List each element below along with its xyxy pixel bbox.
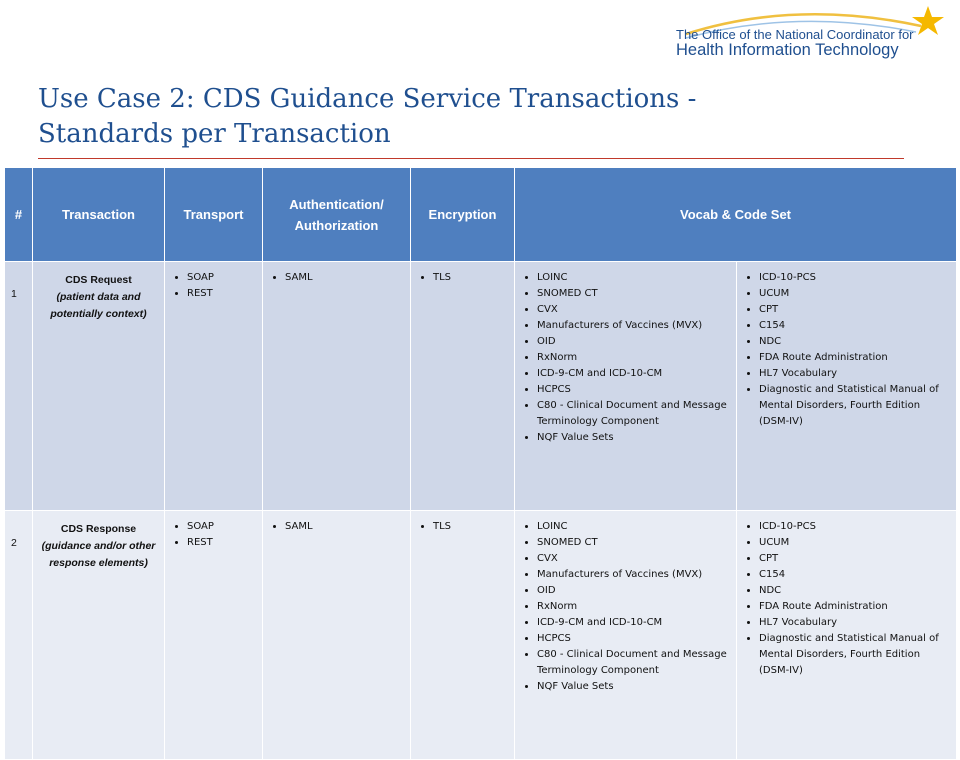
auth-cell — [263, 511, 411, 760]
list-item: • NQF Value Sets — [537, 430, 732, 446]
list-item: • C154 — [759, 567, 952, 583]
list-item: • Diagnostic and Statistical Manual of Mental Disorders, Fourth Edition (DSM-IV) — [759, 631, 952, 679]
table-row — [5, 511, 957, 760]
onc-logo — [676, 4, 946, 70]
list-item: • TLS — [433, 519, 510, 535]
list-item: • CPT — [759, 302, 952, 318]
list-item: • NQF Value Sets — [537, 679, 732, 695]
list-item: • REST — [187, 535, 258, 551]
title-line1: Use Case 2: CDS Guidance Service Transactions - — [38, 84, 697, 114]
list-item: • SOAP — [187, 270, 258, 286]
title-divider — [38, 158, 904, 159]
row-number: 2 — [5, 511, 33, 760]
bullet-list — [415, 270, 510, 286]
list-item: • TLS — [433, 270, 510, 286]
list-item: • HL7 Vocabulary — [759, 615, 952, 631]
bullet-list — [169, 519, 258, 551]
bullet-list — [519, 519, 732, 695]
logo-text — [676, 28, 914, 59]
bullet-list — [267, 519, 406, 535]
header-transaction: Transaction — [33, 168, 165, 262]
transaction-name: CDS Request — [65, 274, 132, 286]
vocab-cell-a — [515, 511, 737, 760]
logo-line2: Health Information Technology — [676, 40, 899, 59]
list-item: • SAML — [285, 270, 406, 286]
vocab-cell-a — [515, 262, 737, 511]
list-item: • UCUM — [759, 535, 952, 551]
vocab-cell-b — [737, 262, 957, 511]
standards-table — [4, 167, 957, 760]
row-number: 1 — [5, 262, 33, 511]
list-item: • FDA Route Administration — [759, 350, 952, 366]
list-item: • OID — [537, 334, 732, 350]
transaction-name: CDS Response — [60, 523, 137, 535]
bullet-list — [741, 519, 952, 679]
transport-cell — [165, 262, 263, 511]
list-item: • HCPCS — [537, 382, 732, 398]
list-item: • HL7 Vocabulary — [759, 366, 952, 382]
transaction-desc: (patient data and potentially context) — [50, 291, 147, 320]
logo-line1: The Office of the National Coordinator for — [676, 27, 914, 42]
list-item: • CVX — [537, 551, 732, 567]
list-item: • SAML — [285, 519, 406, 535]
list-item: • RxNorm — [537, 599, 732, 615]
table-row — [5, 262, 957, 511]
header-num: # — [5, 168, 33, 262]
list-item: • UCUM — [759, 286, 952, 302]
list-item: • OID — [537, 583, 732, 599]
list-item: • LOINC — [537, 519, 732, 535]
header-auth-line2: Authorization — [294, 217, 379, 233]
bullet-list — [415, 519, 510, 535]
list-item: • FDA Route Administration — [759, 599, 952, 615]
list-item: • NDC — [759, 334, 952, 350]
header-transport: Transport — [165, 168, 263, 262]
header-auth-line1: Authentication/ — [289, 196, 384, 212]
list-item: • CPT — [759, 551, 952, 567]
transport-cell — [165, 511, 263, 760]
transaction-cell — [33, 511, 165, 760]
bullet-list — [741, 270, 952, 430]
header-vocab: Vocab & Code Set — [515, 168, 957, 262]
list-item: • SOAP — [187, 519, 258, 535]
list-item: • CVX — [537, 302, 732, 318]
auth-cell — [263, 262, 411, 511]
vocab-cell-b — [737, 511, 957, 760]
list-item: • ICD-9-CM and ICD-10-CM — [537, 615, 732, 631]
list-item: • HCPCS — [537, 631, 732, 647]
bullet-list — [519, 270, 732, 446]
title-line2: Standards per Transaction — [38, 119, 391, 149]
slide-title — [38, 82, 898, 152]
header-encryption: Encryption — [411, 168, 515, 262]
transaction-desc: (guidance and/or other response elements) — [41, 540, 156, 569]
list-item: • SNOMED CT — [537, 535, 732, 551]
list-item: • C80 - Clinical Document and Message Terminology Component — [537, 398, 732, 430]
list-item: • SNOMED CT — [537, 286, 732, 302]
list-item: • Manufacturers of Vaccines (MVX) — [537, 318, 732, 334]
bullet-list — [169, 270, 258, 302]
list-item: • Manufacturers of Vaccines (MVX) — [537, 567, 732, 583]
header-row — [5, 168, 957, 262]
list-item: • LOINC — [537, 270, 732, 286]
list-item: • C80 - Clinical Document and Message Terminology Component — [537, 647, 732, 679]
list-item: • ICD-10-PCS — [759, 519, 952, 535]
list-item: • REST — [187, 286, 258, 302]
list-item: • RxNorm — [537, 350, 732, 366]
list-item: • NDC — [759, 583, 952, 599]
bullet-list — [267, 270, 406, 286]
list-item: • ICD-9-CM and ICD-10-CM — [537, 366, 732, 382]
list-item: • ICD-10-PCS — [759, 270, 952, 286]
list-item: • Diagnostic and Statistical Manual of Mental Disorders, Fourth Edition (DSM-IV) — [759, 382, 952, 430]
encryption-cell — [411, 511, 515, 760]
transaction-cell — [33, 262, 165, 511]
list-item: • C154 — [759, 318, 952, 334]
header-auth — [263, 168, 411, 262]
encryption-cell — [411, 262, 515, 511]
